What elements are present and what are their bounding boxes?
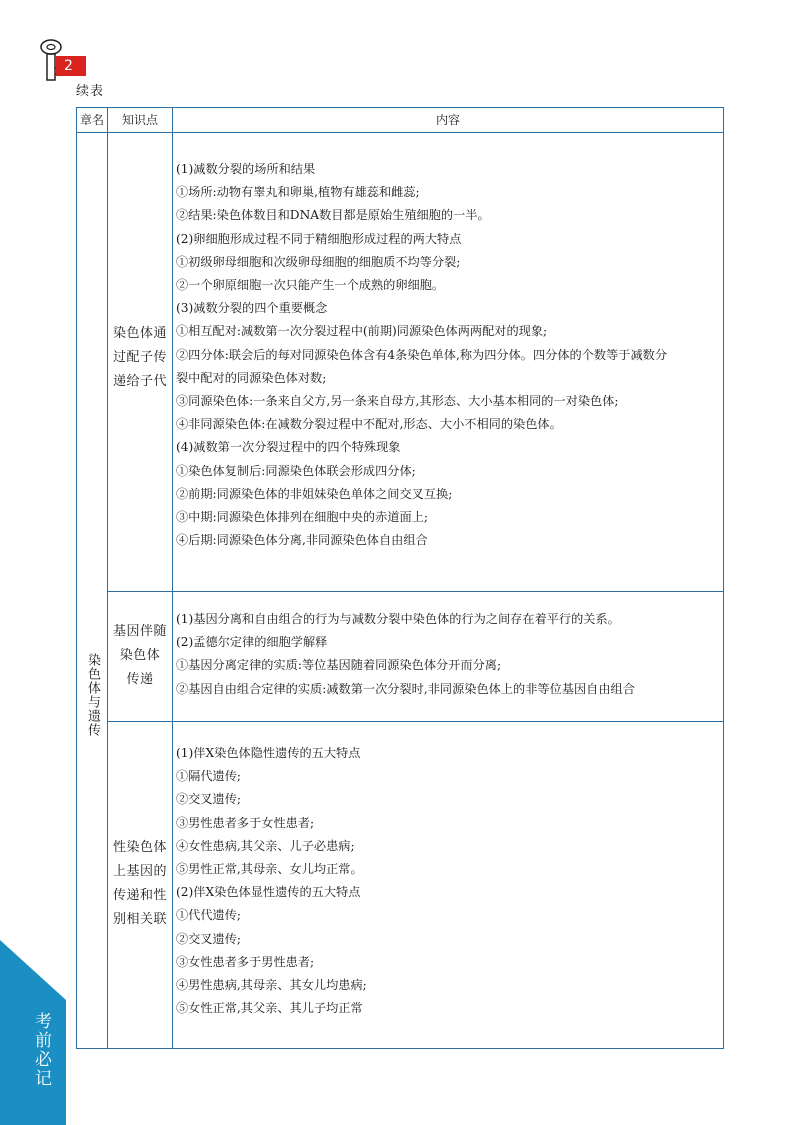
content-line: ⑤男性正常,其母亲、女儿均正常。 — [176, 862, 363, 877]
content-line: ①基因分离定律的实质:等位基因随着同源染色体分开而分离; — [176, 658, 502, 673]
content-line: 裂中配对的同源染色体对数; — [176, 370, 327, 385]
knowledge-point-line: 传递和性 — [112, 888, 167, 903]
knowledge-point-line: 染色体通 — [112, 326, 167, 341]
knowledge-point-line: 性染色体 — [112, 840, 167, 855]
content-line: ②基因自由组合定律的实质:减数第一次分裂时,非同源染色体上的非等位基因自由组合 — [176, 681, 635, 696]
knowledge-point-2 — [108, 620, 172, 692]
knowledge-point-3 — [108, 836, 172, 932]
content-line: ③同源染色体:一条来自父方,另一条来自母方,其形态、大小基本相同的一对染色体; — [176, 394, 619, 409]
content-line: ②前期:同源染色体的非姐妹染色单体之间交叉互换; — [176, 486, 453, 501]
column-header-content: 内容 — [435, 113, 460, 127]
content-line: ④后期:同源染色体分离,非同源染色体自由组合 — [176, 533, 428, 548]
content-line: ①隔代遗传; — [176, 769, 242, 784]
side-tab-label: 考前必记 — [31, 1012, 51, 1088]
row-divider — [108, 591, 723, 592]
content-line: ②交叉遗传; — [176, 792, 242, 807]
chapter-name — [77, 653, 107, 737]
column-header-chapter: 章名 — [79, 113, 104, 127]
column-header-knowledge-point: 知识点 — [121, 113, 158, 127]
content-line: (2)孟德尔定律的细胞学解释 — [176, 635, 328, 650]
column-divider — [172, 108, 173, 1048]
content-line: ③中期:同源染色体排列在细胞中央的赤道面上; — [176, 510, 428, 525]
page-number: 2 — [56, 56, 86, 76]
section-3-content — [176, 742, 717, 1020]
chapter-name-text: 染色体与遗传 — [85, 653, 100, 737]
knowledge-point-line: 递给子代 — [112, 374, 167, 389]
content-line: ①代代遗传; — [176, 908, 242, 923]
content-line: (4)减数第一次分裂过程中的四个特殊现象 — [176, 440, 401, 455]
content-line: ④非同源染色体:在减数分裂过程中不配对,形态、大小不相同的染色体。 — [176, 417, 562, 432]
content-line: (1)减数分裂的场所和结果 — [176, 162, 316, 176]
content-line: ①场所:动物有睾丸和卵巢,植物有雄蕊和雌蕊; — [176, 185, 420, 200]
content-line: ④男性患病,其母亲、其女儿均患病; — [176, 978, 367, 993]
content-line: ③男性患者多于女性患者; — [176, 815, 315, 830]
content-line: ④女性患病,其父亲、儿子必患病; — [176, 838, 355, 853]
continued-label: 续表 — [76, 84, 105, 99]
content-line: ①染色体复制后:同源染色体联会形成四分体; — [176, 463, 416, 478]
section-1-content — [176, 158, 717, 552]
section-2-content — [176, 608, 717, 701]
content-line: ②结果:染色体数目和DNA数目都是原始生殖细胞的一半。 — [176, 208, 490, 223]
content-line: (1)伴X染色体隐性遗传的五大特点 — [176, 746, 361, 760]
knowledge-point-line: 染色体 — [119, 648, 161, 663]
knowledge-point-1 — [108, 322, 172, 394]
content-line: (1)基因分离和自由组合的行为与减数分裂中染色体的行为之间存在着平行的关系。 — [176, 612, 620, 626]
knowledge-point-line: 基因伴随 — [112, 624, 167, 639]
content-line: ②交叉遗传; — [176, 931, 242, 946]
knowledge-point-line: 传递 — [126, 672, 154, 687]
content-line: ③女性患者多于男性患者; — [176, 954, 315, 969]
row-divider — [108, 721, 723, 722]
knowledge-table — [76, 107, 724, 1049]
content-line: ②四分体:联会后的每对同源染色体含有4条染色单体,称为四分体。四分体的个数等于减数分 — [176, 347, 668, 362]
knowledge-point-line: 别相关联 — [112, 912, 167, 927]
header-divider — [77, 132, 723, 133]
content-line: (2)卵细胞形成过程不同于精细胞形成过程的两大特点 — [176, 231, 462, 246]
content-line: (2)伴X染色体显性遗传的五大特点 — [176, 885, 361, 900]
content-line: ①初级卵母细胞和次级卵母细胞的细胞质不均等分裂; — [176, 254, 461, 269]
content-line: (3)减数分裂的四个重要概念 — [176, 301, 328, 316]
content-line: ②一个卵原细胞一次只能产生一个成熟的卵细胞。 — [176, 278, 445, 293]
knowledge-point-line: 上基因的 — [112, 864, 167, 879]
content-line: ⑤女性正常,其父亲、其儿子均正常 — [176, 1001, 363, 1016]
knowledge-point-line: 过配子传 — [112, 350, 167, 365]
content-line: ①相互配对:减数第一次分裂过程中(前期)同源染色体两两配对的现象; — [176, 324, 548, 339]
